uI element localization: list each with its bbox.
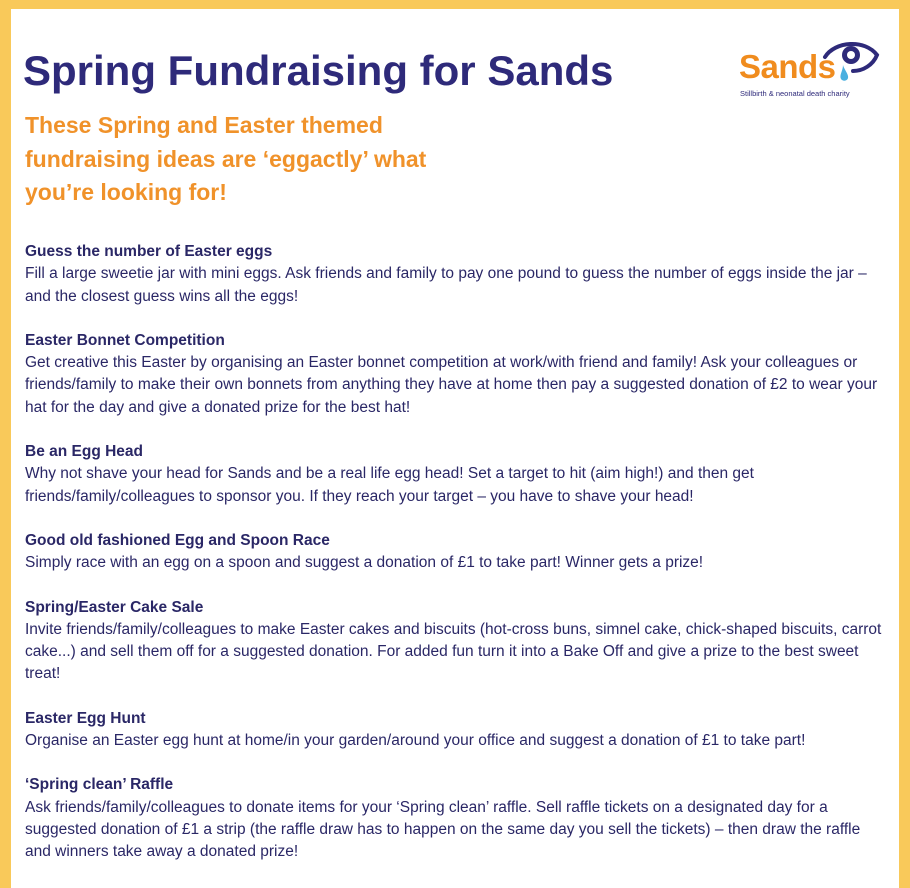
idea-item <box>25 597 885 686</box>
logo-tagline: Stillbirth & neonatal death charity <box>740 89 850 98</box>
document-page <box>11 9 899 888</box>
idea-body: Why not shave your head for Sands and be a real life egg head! Set a target to hit (aim high!) and then get friends/family/colleagues to sponsor you. If they reach your target – you have to shave your head! <box>25 465 754 505</box>
idea-title: Good old fashioned Egg and Spoon Race <box>25 531 330 549</box>
idea-body: Organise an Easter egg hunt at home/in your garden/around your office and suggest a donation of £1 to take part! <box>25 732 806 750</box>
idea-item <box>25 330 885 419</box>
idea-title: Spring/Easter Cake Sale <box>25 598 204 616</box>
idea-body: Invite friends/family/colleagues to make Easter cakes and biscuits (hot-cross buns, simnel cake, chick-shaped biscuits, carrot cake...) and sell them off for a suggested donation. For added fun turn it into a Bake Off and give a prize to the best sweet treat! <box>25 620 882 683</box>
idea-title: Easter Egg Hunt <box>25 709 146 727</box>
idea-title: Be an Egg Head <box>25 443 143 461</box>
idea-title: Guess the number of Easter eggs <box>25 243 273 260</box>
logo-wordmark: Sands <box>739 48 836 85</box>
page-subtitle: These Spring and Easter themed fundraising ideas are ‘eggactly’ what you’re looking for! <box>25 112 427 205</box>
idea-item <box>25 708 885 753</box>
idea-item <box>25 241 885 308</box>
idea-body: Simply race with an egg on a spoon and suggest a donation of £1 to take part! Winner gets a prize! <box>25 554 704 572</box>
idea-body: Ask friends/family/colleagues to donate items for your ‘Spring clean’ raffle. Sell raffle tickets on a designated day for a suggested donation of £1 a strip (the raffle draw has to happen on the same day you sell the tickets) – then draw the raffle and winners take away a donated prize! <box>25 798 861 861</box>
idea-item <box>25 774 885 863</box>
ideas-list <box>25 241 885 886</box>
page-title: Spring Fundraising for Sands <box>23 47 614 94</box>
idea-body: Fill a large sweetie jar with mini eggs. Ask friends and family to pay one pound to guess the number of eggs inside the jar – and the closest guess wins all the eggs! <box>25 265 867 305</box>
idea-title: Easter Bonnet Competition <box>25 331 225 349</box>
sands-logo <box>739 35 879 105</box>
idea-body: Get creative this Easter by organising an Easter bonnet competition at work/with friend and family! Ask your colleagues or friends/family to make their own bonnets from anything they have at home then pay a suggested donation of £2 to wear your hat for the day and give a donated prize for the best hat! <box>25 354 878 416</box>
idea-item <box>25 441 885 508</box>
idea-title: ‘Spring clean’ Raffle <box>25 776 174 794</box>
idea-item <box>25 530 885 575</box>
